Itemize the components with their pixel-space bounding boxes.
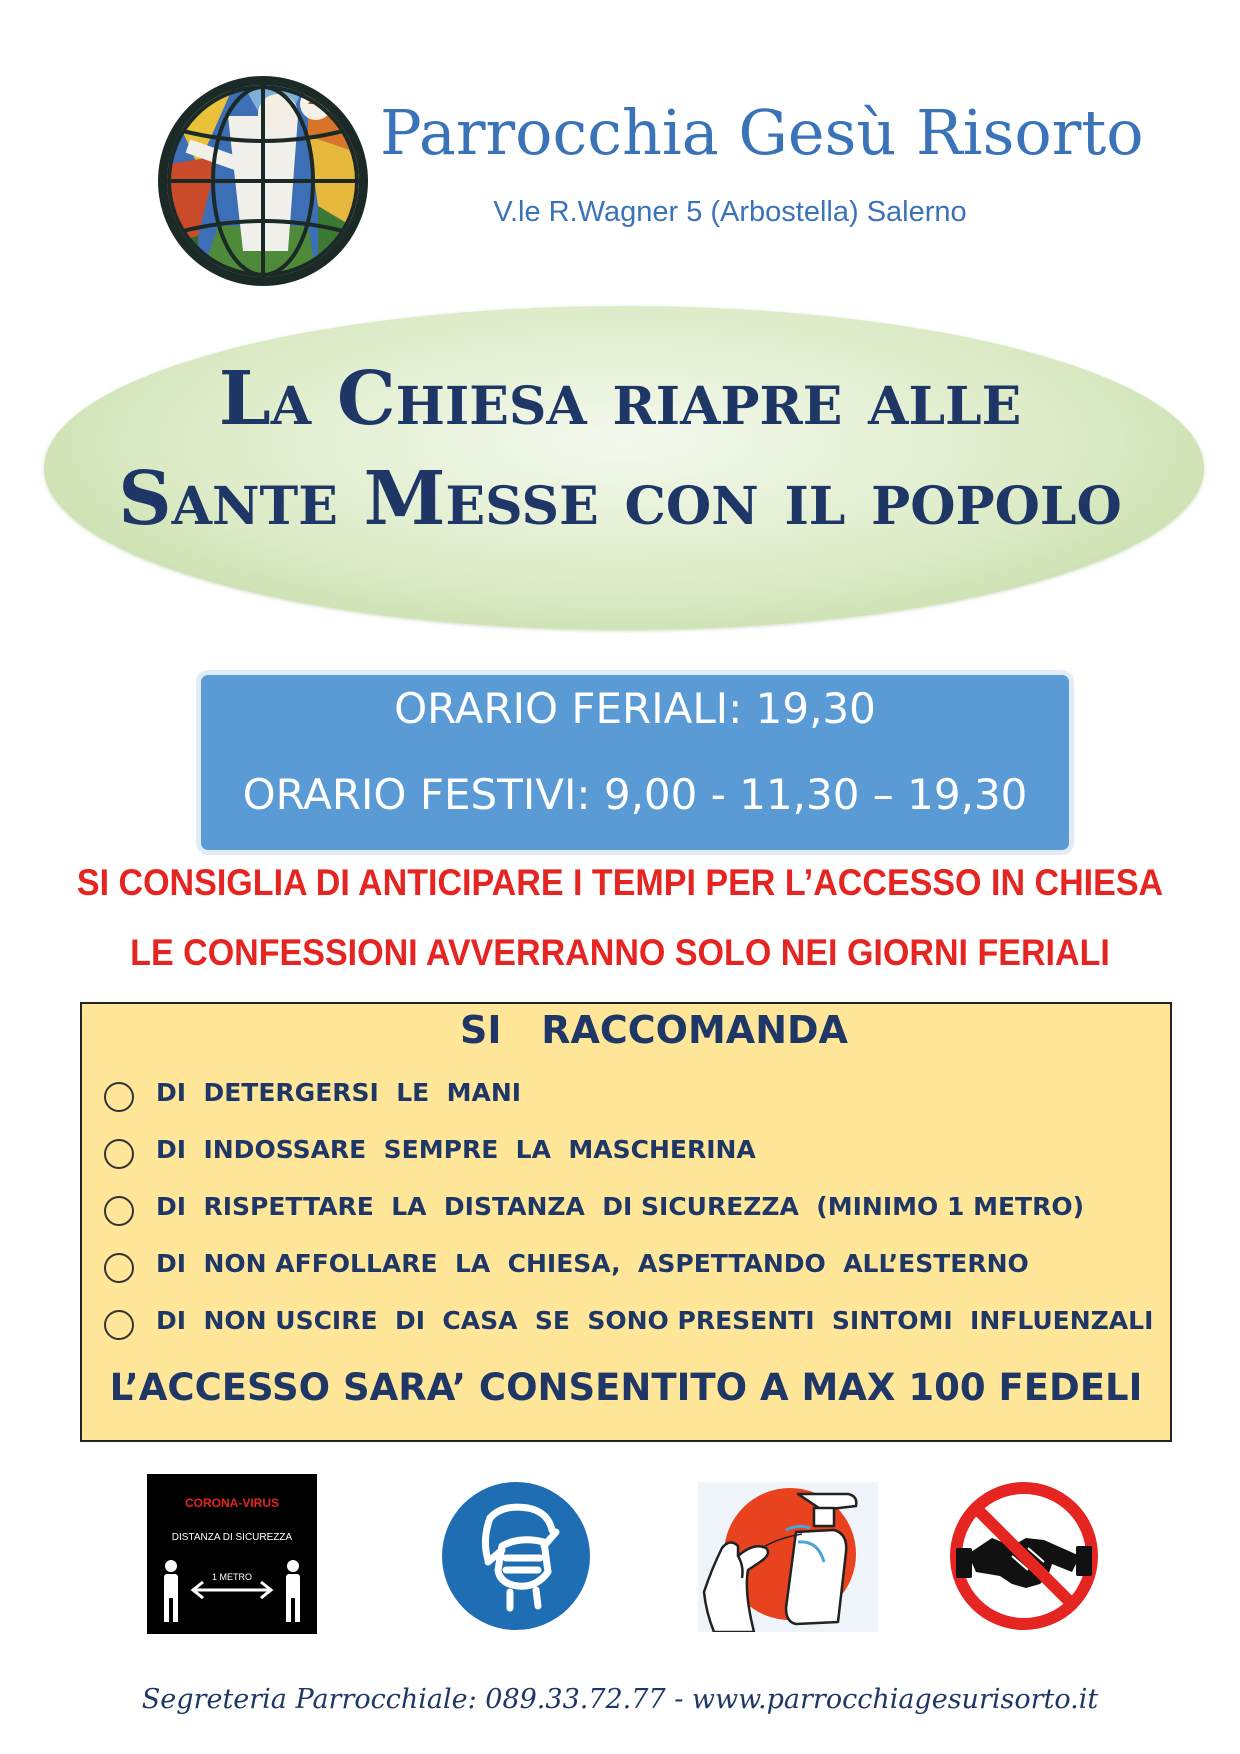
parish-address: V.le R.Wagner 5 (Arbostella) Salerno	[493, 196, 967, 228]
recommendations-title: SI RACCOMANDA	[460, 1008, 848, 1052]
mask-icon	[440, 1480, 592, 1632]
hand-sanitizer-icon	[698, 1482, 878, 1632]
bullet-circle-icon	[104, 1310, 134, 1340]
distance-sign-icon	[147, 1474, 317, 1634]
notice-confessions: LE CONFESSIONI AVVERRANNO SOLO NEI GIORNI FERIALI	[130, 932, 1110, 973]
headline-line-1: La Chiesa riapre alle	[218, 356, 1022, 442]
recommendation-item: DI NON USCIRE DI CASA SE SONO PRESENTI SINTOMI INFLUENZALI	[156, 1306, 1154, 1335]
parish-logo	[158, 76, 368, 286]
distance-sign-title: CORONA-VIRUS	[184, 1496, 279, 1510]
parish-office-footer: Segreteria Parrocchiale: 089.33.72.77 - www.parrocchiagesurisorto.it	[141, 1684, 1099, 1715]
recommendation-item: DI NON AFFOLLARE LA CHIESA, ASPETTANDO ALL’ESTERNO	[156, 1249, 1029, 1278]
bullet-circle-icon	[104, 1196, 134, 1226]
holiday-schedule: ORARIO FESTIVI: 9,00 - 11,30 – 19,30	[242, 770, 1028, 819]
distance-sign-subtitle: DISTANZA DI SICUREZZA	[171, 1532, 293, 1543]
bullet-circle-icon	[104, 1253, 134, 1283]
recommendation-item: DI INDOSSARE SEMPRE LA MASCHERINA	[156, 1135, 756, 1164]
bullet-circle-icon	[104, 1082, 134, 1112]
headline-line-2: Sante Messe con il popolo	[118, 456, 1122, 542]
max-access-notice: L’ACCESSO SARA’ CONSENTITO A MAX 100 FEDELI	[109, 1366, 1143, 1409]
recommendation-item: DI DETERGERSI LE MANI	[156, 1078, 522, 1107]
two-people-distance-icon	[147, 1554, 317, 1634]
no-handshake-icon	[948, 1480, 1100, 1632]
parish-name: Parrocchia Gesù Risorto	[380, 96, 1144, 169]
recommendation-item: DI RISPETTARE LA DISTANZA DI SICUREZZA (MINIMO 1 METRO)	[156, 1192, 1085, 1221]
weekday-schedule: ORARIO FERIALI: 19,30	[394, 684, 876, 733]
notice-early-access: SI CONSIGLIA DI ANTICIPARE I TEMPI PER L’ACCESSO IN CHIESA	[76, 862, 1164, 903]
distance-sign-distance: 1 METRO	[211, 1572, 252, 1582]
bullet-circle-icon	[104, 1139, 134, 1169]
